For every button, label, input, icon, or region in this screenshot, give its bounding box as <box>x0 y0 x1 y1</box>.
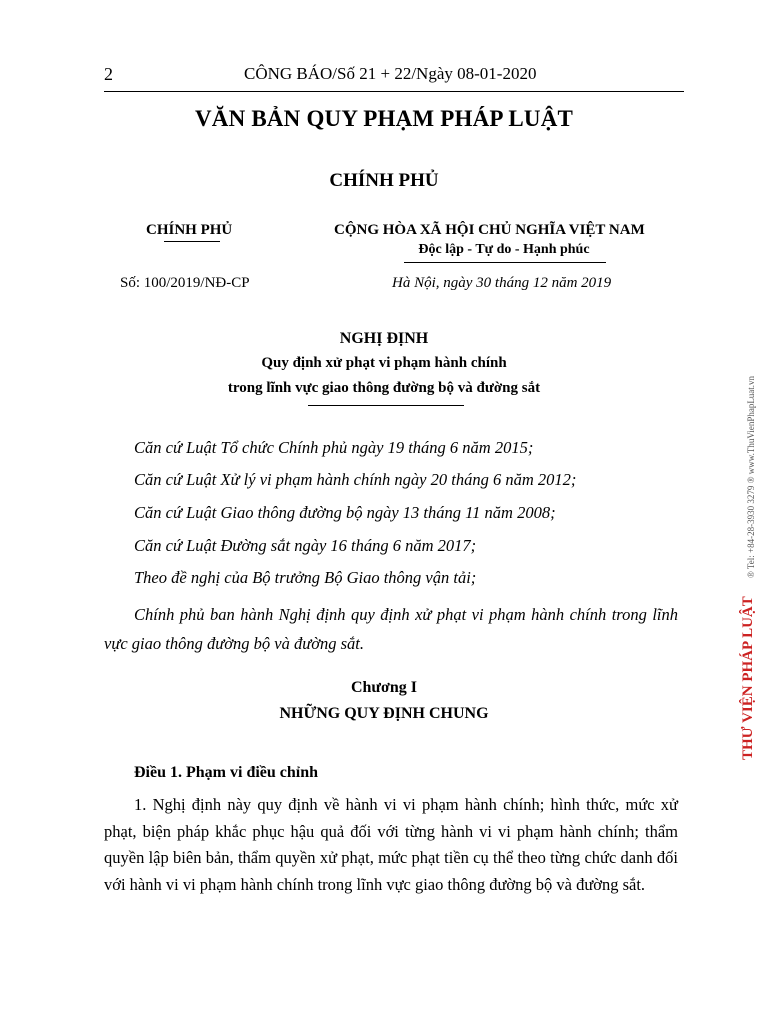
decree-statement: Chính phủ ban hành Nghị định quy định xử phạt vi phạm hành chính trong lĩnh vực giao thông đường bộ và đường sắt. <box>104 605 678 653</box>
watermark-contact: ® Tel: +84-28-3930 3279 ® www.ThuVienPhapLuat.vn <box>746 375 756 578</box>
header-rule <box>104 91 684 92</box>
legal-basis: Căn cứ Luật Xử lý vi phạm hành chính ngày 20 tháng 6 năm 2012; <box>134 470 577 489</box>
chapter-title: NHỮNG QUY ĐỊNH CHUNG <box>279 705 489 722</box>
document-type: NGHỊ ĐỊNH <box>339 330 429 347</box>
organization-underline <box>164 241 220 242</box>
chapter-number: Chương I <box>350 679 418 696</box>
watermark-brand: THƯ VIỆN PHÁP LUẬT <box>740 596 756 760</box>
article-clause: 1. Nghị định này quy định về hành vi vi phạm hành chính; hình thức, mức xử phạt, biện pháp khắc phục hậu quả đối với từng hành vi vi phạm hành chính; thẩm quyền lập biên bản, thẩm quyền xử phạt, mức phạt tiền cụ thể theo từng chức danh đối với hành vi vi phạm hành chính trong lĩnh vực giao thông đường bộ và đường sắt. <box>104 795 678 894</box>
document-number: Số: 100/2019/NĐ-CP <box>120 275 250 291</box>
legal-basis: Căn cứ Luật Giao thông đường bộ ngày 13 tháng 11 năm 2008; <box>134 503 556 522</box>
document-date: Hà Nội, ngày 30 tháng 12 năm 2019 <box>392 275 612 291</box>
legal-basis: Theo đề nghị của Bộ trưởng Bộ Giao thông vận tải; <box>134 568 477 587</box>
legal-basis: Căn cứ Luật Đường sắt ngày 16 tháng 6 năm 2017; <box>134 536 477 555</box>
article-heading: Điều 1. Phạm vi điều chỉnh <box>134 764 319 781</box>
subject-underline <box>308 405 464 406</box>
national-motto: Độc lập - Tự do - Hạnh phúc <box>418 242 590 257</box>
page-number: 2 <box>104 64 113 84</box>
motto-underline <box>404 262 606 263</box>
section-title: VĂN BẢN QUY PHẠM PHÁP LUẬT <box>194 106 574 131</box>
subject-line-1: Quy định xử phạt vi phạm hành chính <box>261 355 507 371</box>
issuing-organization: CHÍNH PHỦ <box>146 222 233 238</box>
gazette-header: CÔNG BÁO/Số 21 + 22/Ngày 08-01-2020 <box>244 64 537 83</box>
national-title: CỘNG HÒA XÃ HỘI CHỦ NGHĨA VIỆT NAM <box>334 222 645 238</box>
legal-basis: Căn cứ Luật Tổ chức Chính phủ ngày 19 tháng 6 năm 2015; <box>134 438 534 457</box>
watermark <box>736 260 764 760</box>
issuer-title: CHÍNH PHỦ <box>329 170 439 191</box>
subject-line-2: trong lĩnh vực giao thông đường bộ và đường sắt <box>227 380 541 396</box>
